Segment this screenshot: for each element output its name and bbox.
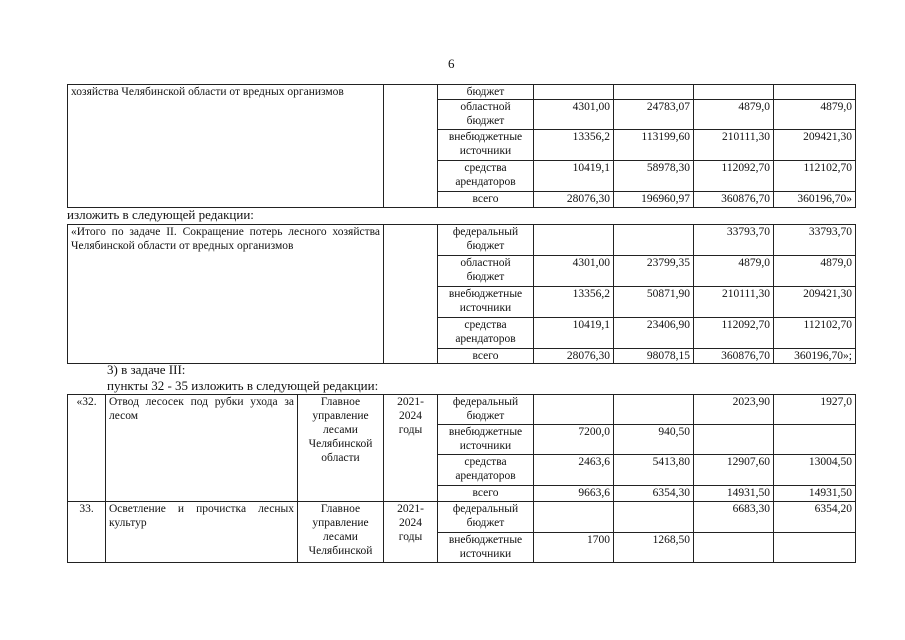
source-cell: внебюджетные источники (438, 130, 534, 161)
value-cell: 209421,30 (774, 130, 856, 161)
value-cell: 23799,35 (614, 256, 694, 287)
source-cell: внебюджетные источники (438, 425, 534, 455)
value-cell (694, 85, 774, 100)
value-cell: 4301,00 (534, 256, 614, 287)
value-cell (694, 533, 774, 563)
task-total-name-cell: «Итого по задаче II. Сокращение потерь лесного хозяйства Челябинской области от вредных организмов (68, 225, 384, 364)
source-cell: федеральный бюджет (438, 395, 534, 425)
value-cell: 112102,70 (774, 318, 856, 349)
value-cell (614, 502, 694, 533)
item-name: Отвод лесосек под рубки ухода за лесом (106, 395, 298, 502)
value-cell: 4879,0 (694, 256, 774, 287)
value-cell: 13356,2 (534, 287, 614, 318)
source-cell: средства арендаторов (438, 161, 534, 192)
source-cell: средства арендаторов (438, 318, 534, 349)
value-cell (534, 395, 614, 425)
item-name: Осветление и прочистка лесных культур (106, 502, 298, 563)
item-number: 33. (68, 502, 106, 563)
value-cell: 13356,2 (534, 130, 614, 161)
source-cell: областной бюджет (438, 100, 534, 130)
value-cell: 210111,30 (694, 287, 774, 318)
value-cell: 28076,30 (534, 349, 614, 364)
instruction-text: пункты 32 - 35 изложить в следующей редакции: (107, 378, 379, 393)
value-cell (614, 225, 694, 256)
value-cell: 6354,30 (614, 486, 694, 502)
value-cell: 360876,70 (694, 349, 774, 364)
value-cell (774, 85, 856, 100)
value-cell: 12907,60 (694, 455, 774, 486)
value-cell: 50871,90 (614, 287, 694, 318)
value-cell: 28076,30 (534, 192, 614, 208)
source-cell: федеральный бюджет (438, 225, 534, 256)
source-cell: федеральный бюджет (438, 502, 534, 533)
value-cell: 360196,70» (774, 192, 856, 208)
value-cell: 113199,60 (614, 130, 694, 161)
value-cell (534, 85, 614, 100)
item-executor: Главное управление лесами Челябинской (298, 502, 384, 563)
value-cell: 1700 (534, 533, 614, 563)
source-cell: областной бюджет (438, 256, 534, 287)
task-name-cell: хозяйства Челябинской области от вредных организмов (68, 85, 384, 208)
item-executor: Главное управление лесами Челябинской области (298, 395, 384, 502)
value-cell: 98078,15 (614, 349, 694, 364)
value-cell: 360876,70 (694, 192, 774, 208)
value-cell: 10419,1 (534, 318, 614, 349)
value-cell: 4301,00 (534, 100, 614, 130)
value-cell: 360196,70»; (774, 349, 856, 364)
empty-cell (384, 85, 438, 208)
value-cell: 112092,70 (694, 318, 774, 349)
source-cell-total: всего (438, 486, 534, 502)
item-period: 2021-2024 годы (384, 395, 438, 502)
value-cell: 4879,0 (694, 100, 774, 130)
value-cell: 196960,97 (614, 192, 694, 208)
value-cell: 1927,0 (774, 395, 856, 425)
value-cell (774, 533, 856, 563)
source-cell-total: всего (438, 192, 534, 208)
value-cell: 210111,30 (694, 130, 774, 161)
instruction-text: изложить в следующей редакции: (67, 207, 254, 222)
value-cell: 33793,70 (694, 225, 774, 256)
value-cell: 4879,0 (774, 256, 856, 287)
empty-cell (384, 225, 438, 364)
source-cell: бюджет (438, 85, 534, 100)
budget-table-task2-new (67, 224, 856, 364)
value-cell: 58978,30 (614, 161, 694, 192)
budget-table-task3 (67, 394, 856, 563)
budget-table-task2-old (67, 84, 856, 208)
value-cell: 6683,30 (694, 502, 774, 533)
value-cell: 2023,90 (694, 395, 774, 425)
value-cell: 2463,6 (534, 455, 614, 486)
source-cell: средства арендаторов (438, 455, 534, 486)
source-cell: внебюджетные источники (438, 287, 534, 318)
value-cell: 1268,50 (614, 533, 694, 563)
source-cell: внебюджетные источники (438, 533, 534, 563)
page-number: 6 (448, 56, 455, 71)
value-cell: 5413,80 (614, 455, 694, 486)
value-cell (774, 425, 856, 455)
value-cell: 4879,0 (774, 100, 856, 130)
value-cell (534, 225, 614, 256)
value-cell: 209421,30 (774, 287, 856, 318)
value-cell: 112092,70 (694, 161, 774, 192)
value-cell (534, 502, 614, 533)
value-cell: 10419,1 (534, 161, 614, 192)
value-cell: 13004,50 (774, 455, 856, 486)
value-cell: 6354,20 (774, 502, 856, 533)
value-cell (694, 425, 774, 455)
source-cell-total: всего (438, 349, 534, 364)
value-cell (614, 85, 694, 100)
value-cell: 33793,70 (774, 225, 856, 256)
value-cell (614, 395, 694, 425)
value-cell: 14931,50 (694, 486, 774, 502)
value-cell: 14931,50 (774, 486, 856, 502)
item-period: 2021-2024 годы (384, 502, 438, 563)
section-heading: 3) в задаче III: (107, 362, 186, 377)
value-cell: 24783,07 (614, 100, 694, 130)
value-cell: 112102,70 (774, 161, 856, 192)
value-cell: 7200,0 (534, 425, 614, 455)
item-number: «32. (68, 395, 106, 502)
value-cell: 9663,6 (534, 486, 614, 502)
value-cell: 940,50 (614, 425, 694, 455)
value-cell: 23406,90 (614, 318, 694, 349)
